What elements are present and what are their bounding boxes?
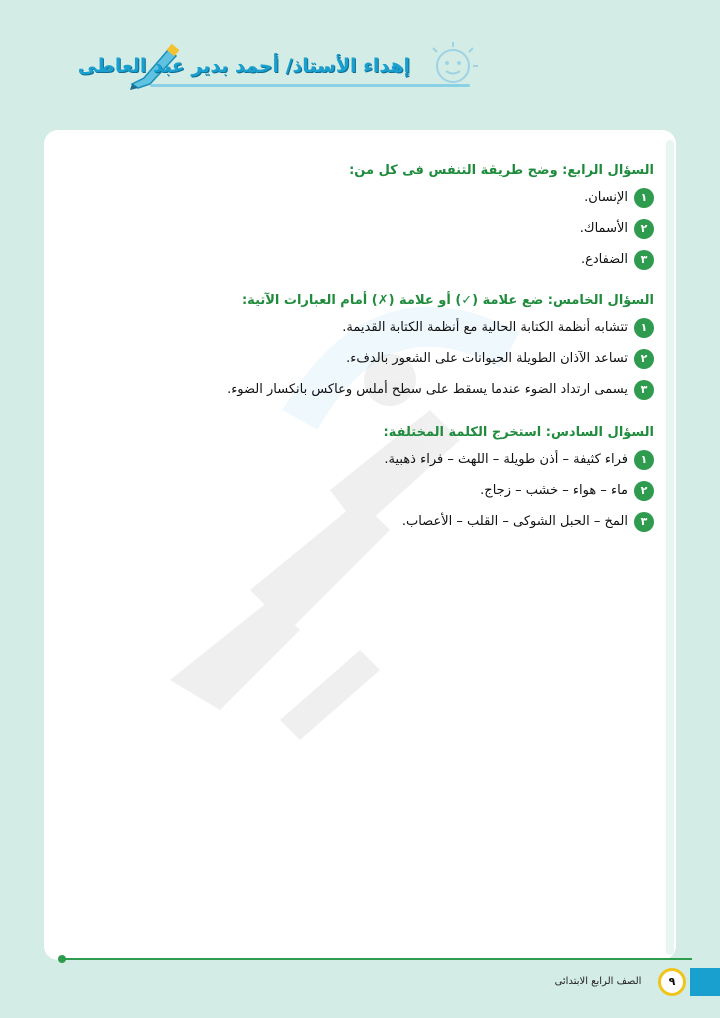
header-title: إهداء الأستاذ/ أحمد بدير عبد العاطى [77,55,410,77]
list-item [94,312,654,343]
item-text: ماء – هواء – خشب – زجاج. [480,483,628,498]
item-text: الأسماك. [579,221,628,236]
question-title: السؤال الخامس: ضع علامة (✓) أو علامة (✗) أمام العبارات الآتية: [241,293,654,308]
divider-dot [58,955,66,963]
list-item [94,475,654,506]
item-text: يسمى ارتداد الضوء عندما يسقط على سطح أملس وعاكس بانكسار الضوء. [227,382,628,397]
sun-icon [433,42,478,82]
card-edge [666,140,674,955]
item-number-badge: ١ [634,188,654,208]
item-text: تتشابه أنظمة الكتابة الحالية مع أنظمة الكتابة القديمة. [342,320,628,335]
bottom-divider [62,958,692,960]
question-title: السؤال السادس: استخرج الكلمة المختلفة: [383,425,654,440]
question-5 [94,290,654,405]
list-item [94,213,654,244]
item-number-badge: ٢ [634,219,654,239]
item-text: تساعد الآذان الطويلة الحيوانات على الشعور بالدفء. [346,351,628,366]
page-number: ٩ [658,968,686,996]
header-underline [150,84,470,87]
item-number-badge: ١ [634,318,654,338]
item-text: الضفادع. [580,252,628,267]
footer-tab [690,968,720,996]
question-6 [94,422,654,537]
item-text: فراء كثيفة – أذن طويلة – اللهث – فراء ذهبية. [384,452,628,467]
item-number-badge: ٣ [634,512,654,532]
list-item [94,182,654,213]
item-text: المخ – الحبل الشوكى – القلب – الأعصاب. [401,514,628,529]
list-item [94,244,654,275]
list-item [94,343,654,374]
footer-grade: الصف الرابع الابتدائى [554,976,642,987]
list-item [94,374,654,405]
question-4 [94,160,654,275]
item-number-badge: ١ [634,450,654,470]
item-number-badge: ٢ [634,349,654,369]
question-title: السؤال الرابع: وضح طريقة التنفس فى كل من: [349,163,654,178]
item-number-badge: ٢ [634,481,654,501]
list-item [94,444,654,475]
item-text: الإنسان. [584,190,628,205]
list-item [94,506,654,537]
item-number-badge: ٣ [634,380,654,400]
item-number-badge: ٣ [634,250,654,270]
